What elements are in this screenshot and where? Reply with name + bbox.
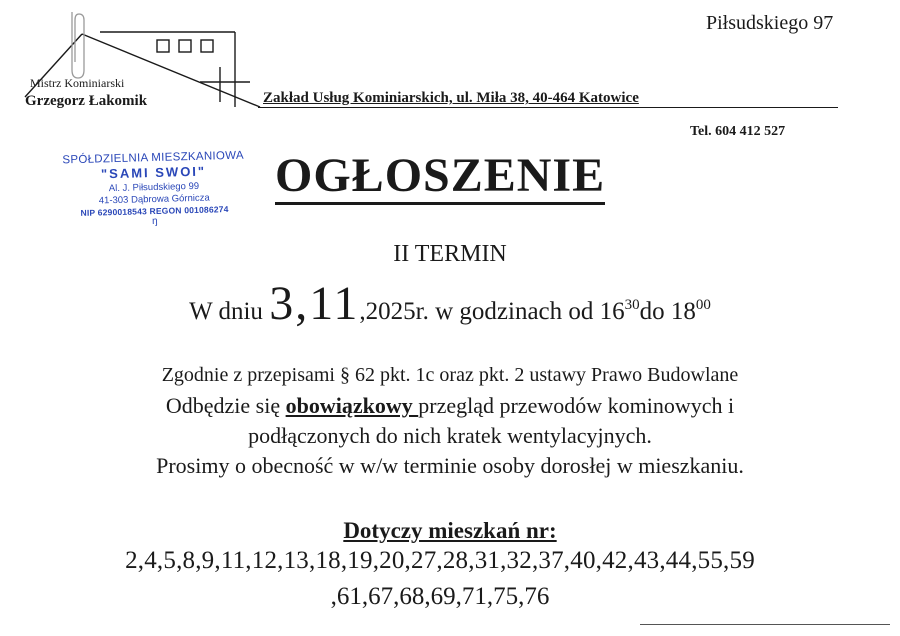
header-address: Piłsudskiego 97 <box>706 12 834 34</box>
date-line <box>0 276 900 331</box>
stamp-line-2: "SAMI SWOI" <box>100 163 207 182</box>
date-day: 3,11 <box>269 277 360 330</box>
stamp-line-3: Al. J. Piłsudskiego 99 <box>108 180 200 195</box>
apartment-list-line-1: 2,4,5,8,9,11,12,13,18,19,20,27,28,31,32,37,40,42,43,44,55,59 <box>125 547 755 574</box>
inspection-suffix: przegląd przewodów kominowych i <box>418 393 735 418</box>
phone-number: Tel. 604 412 527 <box>690 124 786 139</box>
apartments-heading-text: Dotyczy mieszkań nr: <box>343 518 557 543</box>
stamp-mark-icon: ŋ <box>151 215 158 228</box>
apartments-heading <box>0 518 900 544</box>
notice-term: II TERMIN <box>393 241 507 267</box>
bottom-divider <box>640 624 890 625</box>
stamp-line-1: SPÓŁDZIELNIA MIESZKANIOWA <box>62 149 245 167</box>
apartment-list-line-2: ,61,67,68,69,71,75,76 <box>330 583 550 610</box>
company-address: Zakład Usług Kominiarskich, ul. Miła 38, 40-464 Katowice <box>263 90 639 106</box>
time-to-minutes: 00 <box>695 297 711 313</box>
date-prefix: W dniu <box>189 298 270 325</box>
cooperative-stamp <box>47 149 261 230</box>
date-suffix: ,2025r. w godzinach od 16 <box>359 298 625 325</box>
logo-name: Grzegorz Łakomik <box>25 93 148 109</box>
inspection-line <box>0 393 900 419</box>
inspection-detail: podłączonych do nich kratek wentylacyjnych. <box>248 423 652 448</box>
law-reference: Zgodnie z przepisami § 62 pkt. 1c oraz pkt. 2 ustawy Prawo Budowlane <box>161 364 739 386</box>
time-mid: do 18 <box>639 298 696 325</box>
paperclip-icon <box>72 12 84 78</box>
stamp-line-5: NIP 6290018543 REGON 001086274 <box>80 204 229 218</box>
stamp-line-4: 41-303 Dąbrowa Górnicza <box>98 192 210 207</box>
time-from-minutes: 30 <box>624 297 640 313</box>
logo-title: Mistrz Kominiarski <box>30 76 125 90</box>
inspection-prefix: Odbędzie się <box>165 393 286 418</box>
mandatory-word: obowiązkowy <box>285 393 419 418</box>
header-divider <box>258 107 838 108</box>
presence-request: Prosimy o obecność w w/w terminie osoby dorosłej w mieszkaniu. <box>156 453 744 478</box>
notice-title: OGŁOSZENIE <box>275 150 605 205</box>
